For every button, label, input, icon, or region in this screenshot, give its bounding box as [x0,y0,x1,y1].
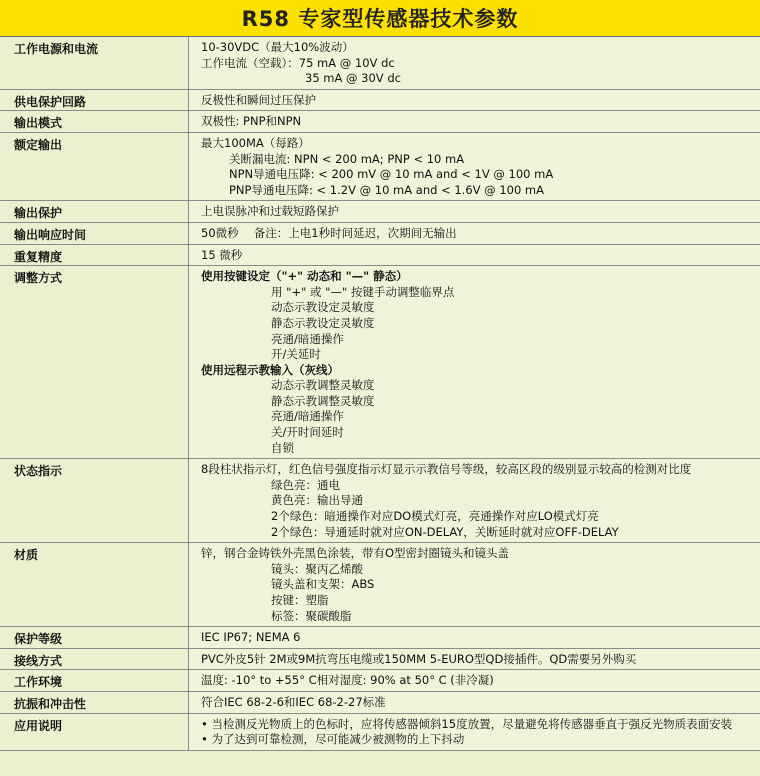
spec-value-line: 静态示教调整灵敏度 [271,393,375,408]
title-bar [0,0,760,37]
spec-value [189,691,760,713]
spec-label: 工作环境 [0,670,189,692]
spec-label: 重复精度 [0,244,189,266]
spec-label: 输出模式 [0,111,189,133]
spec-row [0,132,760,200]
spec-value-line: 2个绿色：暗通操作对应DO模式灯亮，亮通操作对应LO模式灯亮 [271,509,599,524]
spec-value-line: 最大100MA（每路） [201,135,310,150]
spec-label: 工作电源和电流 [0,37,189,89]
spec-value-line: • 当检测反光物质上的色标时，应将传感器倾斜15度放置，尽量避免将传感器垂直于强反光物质表面安装 [201,716,733,731]
spec-value [189,713,760,750]
spec-label: 输出保护 [0,201,189,223]
spec-row [0,37,760,89]
spec-value-line: 标签：聚碳酸脂 [271,608,352,623]
spec-value-line: 动态示教设定灵敏度 [271,300,375,315]
spec-value-line: 反极性和瞬间过压保护 [201,92,316,107]
spec-label: 供电保护回路 [0,89,189,111]
spec-value [189,111,760,133]
spec-value-line: • 为了达到可靠检测，尽可能减少被测物的上下抖动 [201,732,465,747]
spec-value-line: 镜头：聚丙乙烯酸 [271,561,363,576]
spec-value-line: 使用按键设定（"+" 动态和 "—" 静态） [201,269,408,284]
spec-label: 调整方式 [0,266,189,459]
spec-value-line: 按键：塑脂 [271,593,329,607]
spec-row [0,244,760,266]
spec-value [189,543,760,627]
spec-value [189,89,760,111]
spec-value-line: 动态示教调整灵敏度 [271,378,375,393]
spec-value-line: 双极性: PNP和NPN [201,114,302,129]
spec-value-line: 符合IEC 68-2-6和IEC 68-2-27标准 [201,694,386,709]
spec-value-line: 亮通/暗通操作 [271,409,344,424]
spec-value-line: 上电误脉冲和过载短路保护 [201,204,339,219]
spec-label: 额定输出 [0,132,189,200]
spec-value-line: NPN导通电压降: < 200 mV @ 10 mA and < 1V @ 100 mA [229,167,554,182]
spec-label: 状态指示 [0,459,189,543]
spec-value [189,670,760,692]
spec-row [0,648,760,670]
page-title: R58 专家型传感器技术参数 [241,7,519,31]
spec-value-line: 使用远程示教输入（灰线） [201,362,339,377]
spec-value-line: 绿色亮：通电 [271,477,340,492]
spec-row [0,201,760,223]
spec-value [189,201,760,223]
spec-value-line: 关断漏电流: NPN < 200 mA; PNP < 10 mA [229,151,465,166]
spec-value-line: 开/关延时 [271,347,321,362]
spec-row [0,459,760,543]
spec-value-line: 温度: -10° to +55° C相对湿度: 90% at 50° C (非冷凝) [201,673,494,688]
spec-row [0,111,760,133]
spec-label: 应用说明 [0,713,189,750]
spec-row [0,670,760,692]
spec-value-line: 用 "+" 或 "—" 按键手动调整临界点 [271,284,455,299]
spec-value [189,222,760,244]
spec-row [0,89,760,111]
spec-value-line: PVC外皮5针 2M或9M抗弯压电缆或150MM 5-EURO型QD接插件。QD需要另外购买 [201,651,637,666]
spec-label: 接线方式 [0,648,189,670]
spec-value-line: 10-30VDC（最大10%波动） [201,40,354,54]
spec-label: 抗振和冲击性 [0,691,189,713]
spec-value-line: 亮通/暗通操作 [271,331,344,346]
spec-value-line: 8段柱状指示灯，红色信号强度指示灯显示示教信号等级，较高区段的级别显示较高的检测对比度 [201,462,692,477]
spec-value-line: 黄色亮：输出导通 [271,493,363,508]
spec-row [0,627,760,649]
spec-value-line: 镜头盖和支架：ABS [271,577,375,592]
spec-label: 保护等级 [0,627,189,649]
spec-value [189,627,760,649]
spec-label: 输出响应时间 [0,222,189,244]
spec-value-line: 锌，钢合金铸铁外壳黑色涂装，带有O型密封圈镜头和镜头盖 [201,546,510,561]
spec-row [0,543,760,627]
spec-row [0,691,760,713]
spec-value-line: PNP导通电压降: < 1.2V @ 10 mA and < 1.6V @ 100 mA [229,182,544,197]
spec-row [0,713,760,750]
spec-row [0,222,760,244]
spec-value [189,37,760,89]
spec-label: 材质 [0,543,189,627]
spec-value-line: 35 mA @ 30V dc [305,71,401,86]
spec-value [189,648,760,670]
spec-value-line: 2个绿色：导通延时就对应ON-DELAY，关断延时就对应OFF-DELAY [271,524,619,539]
spec-value [189,132,760,200]
spec-table-body [0,37,760,750]
spec-value [189,459,760,543]
spec-value-line: 自锁 [271,440,294,455]
spec-table [0,37,760,751]
spec-value [189,266,760,459]
spec-value-line: 静态示教设定灵敏度 [271,315,375,330]
spec-value-line: 15 微秒 [201,247,243,262]
spec-value-line: 50微秒 备注：上电1秒时间延迟，次期间无输出 [201,225,457,240]
spec-value-line: 关/开时间延时 [271,425,344,440]
spec-value [189,244,760,266]
spec-row [0,266,760,459]
spec-value-line: 工作电流（空载）：75 mA @ 10V dc [201,55,395,70]
spec-value-line: IEC IP67; NEMA 6 [201,630,301,645]
